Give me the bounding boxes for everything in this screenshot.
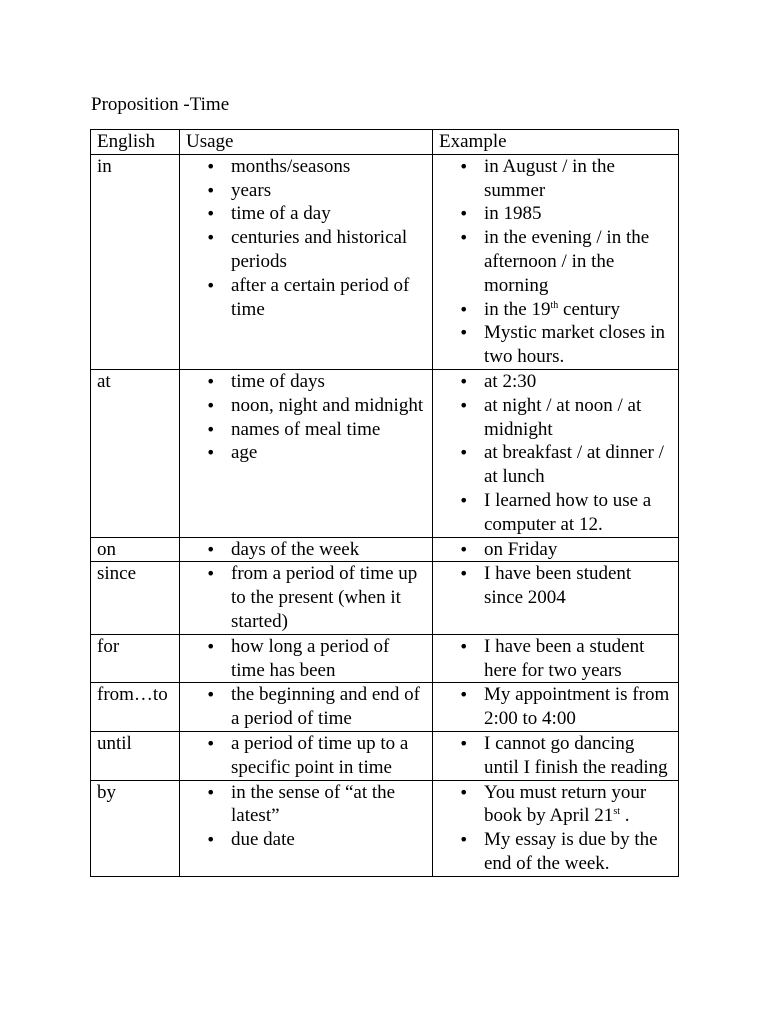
usage-item: • from a period of time up to the present (when it started) — [231, 562, 426, 633]
example-list — [439, 538, 672, 562]
header-english: English — [91, 130, 180, 155]
table-row — [91, 683, 679, 732]
example-list — [439, 683, 672, 731]
usage-list — [186, 370, 426, 465]
usage-item: • years — [231, 179, 426, 203]
preposition-table — [90, 129, 679, 877]
table-row — [91, 369, 679, 537]
usage-item: • how long a period of time has been — [231, 635, 426, 683]
header-usage: Usage — [180, 130, 433, 155]
document-title: Proposition -Time — [91, 94, 230, 115]
example-text: in 1985 — [484, 203, 542, 225]
usage-cell — [180, 562, 433, 634]
example-cell — [433, 683, 679, 732]
table-row — [91, 537, 679, 562]
usage-list — [186, 562, 426, 633]
example-item — [484, 538, 672, 562]
table-row — [91, 634, 679, 683]
example-cell — [433, 780, 679, 876]
example-item — [484, 683, 672, 731]
example-item — [484, 394, 672, 442]
example-list — [439, 370, 672, 537]
english-cell: until — [91, 731, 180, 780]
example-text: I have been a student here for two years — [484, 635, 645, 681]
example-cell — [433, 562, 679, 634]
example-item — [484, 635, 672, 683]
example-text-after: century — [558, 298, 621, 320]
usage-item: • after a certain period of time — [231, 274, 426, 322]
table-row — [91, 780, 679, 876]
usage-item: • months/seasons — [231, 155, 426, 179]
usage-item: • centuries and historical periods — [231, 226, 426, 274]
example-text: I learned how to use a computer at 12. — [484, 489, 652, 535]
usage-cell — [180, 683, 433, 732]
example-item — [484, 489, 672, 537]
usage-cell — [180, 154, 433, 369]
example-item — [484, 441, 672, 489]
example-text: My appointment is from 2:00 to 4:00 — [484, 684, 670, 730]
english-cell: by — [91, 780, 180, 876]
usage-cell — [180, 634, 433, 683]
example-text: My essay is due by the end of the week. — [484, 829, 658, 874]
example-item — [484, 732, 672, 780]
example-item — [484, 562, 672, 610]
example-cell — [433, 731, 679, 780]
example-cell — [433, 154, 679, 369]
example-text: at 2:30 — [484, 370, 537, 392]
usage-item: • age — [231, 441, 426, 465]
example-text-after: . — [619, 805, 630, 827]
english-cell: from…to — [91, 683, 180, 732]
example-text: in August / in the summer — [484, 155, 615, 201]
usage-cell — [180, 537, 433, 562]
example-item — [484, 370, 672, 394]
example-cell — [433, 634, 679, 683]
example-text: at breakfast / at dinner / at lunch — [484, 442, 664, 488]
table-body — [91, 154, 679, 876]
header-row — [91, 130, 679, 155]
example-list — [439, 781, 672, 876]
example-cell — [433, 537, 679, 562]
example-list — [439, 562, 672, 610]
usage-cell — [180, 369, 433, 537]
usage-item: • due date — [231, 828, 426, 852]
usage-item: • in the sense of “at the latest” — [231, 781, 426, 829]
usage-list — [186, 781, 426, 852]
usage-list — [186, 683, 426, 731]
example-text: I cannot go dancing until I finish the reading — [484, 732, 668, 778]
english-cell: at — [91, 369, 180, 537]
usage-item: • names of meal time — [231, 418, 426, 442]
example-item — [484, 155, 672, 203]
example-item — [484, 321, 672, 369]
example-cell — [433, 369, 679, 537]
usage-item: • days of the week — [231, 538, 426, 562]
usage-list — [186, 635, 426, 683]
usage-cell — [180, 731, 433, 780]
example-text: on Friday — [484, 538, 558, 560]
english-cell: on — [91, 537, 180, 562]
example-text: I have been student since 2004 — [484, 563, 632, 609]
example-text: at night / at noon / at midnight — [484, 394, 642, 440]
example-text: in the evening / in the afternoon / in the morning — [484, 227, 650, 296]
example-item — [484, 226, 672, 297]
table-row — [91, 731, 679, 780]
english-cell: for — [91, 634, 180, 683]
header-example: Example — [433, 130, 679, 155]
usage-item: • time of a day — [231, 202, 426, 226]
usage-list — [186, 155, 426, 322]
usage-item: • the beginning and end of a period of time — [231, 683, 426, 731]
example-text: in the 19 — [484, 298, 551, 320]
example-item — [484, 298, 672, 322]
table-row — [91, 154, 679, 369]
example-list — [439, 635, 672, 683]
english-cell: in — [91, 154, 180, 369]
usage-item: • noon, night and midnight — [231, 394, 426, 418]
english-cell: since — [91, 562, 180, 634]
usage-cell — [180, 780, 433, 876]
usage-list — [186, 538, 426, 562]
usage-item: • a period of time up to a specific point in time — [231, 732, 426, 780]
example-item — [484, 828, 672, 876]
example-item — [484, 781, 672, 829]
example-text: Mystic market closes in two hours. — [484, 322, 665, 368]
example-list — [439, 732, 672, 780]
table-row — [91, 562, 679, 634]
example-list — [439, 155, 672, 369]
example-item — [484, 202, 672, 226]
ordinal-suffix: th — [550, 299, 559, 311]
example-text: You must return your book by April 21 — [484, 781, 647, 827]
usage-list — [186, 732, 426, 780]
usage-item: • time of days — [231, 370, 426, 394]
ordinal-suffix: st — [613, 806, 620, 818]
